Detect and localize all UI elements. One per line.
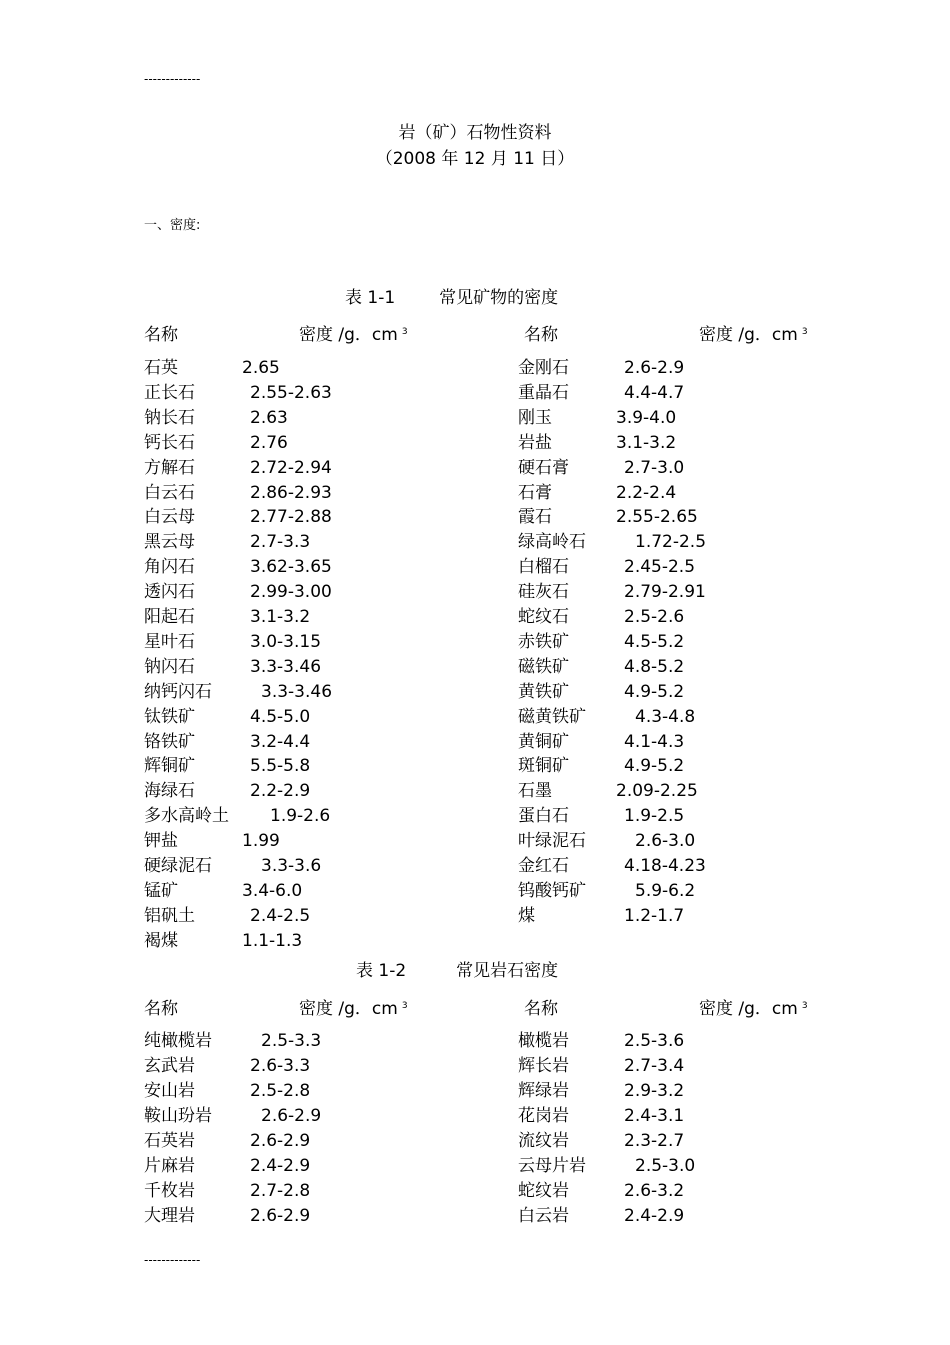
row-name: 钾盐 bbox=[144, 831, 178, 852]
table-row bbox=[144, 879, 302, 904]
row-density-value: 4.18-4.23 bbox=[624, 856, 706, 876]
row-name: 石英 bbox=[144, 358, 178, 378]
row-density-value: 2.6-2.9 bbox=[250, 1206, 311, 1226]
row-density-value: 3.3-3.6 bbox=[261, 856, 322, 876]
row-density-value: 2.63 bbox=[250, 407, 288, 428]
row-density-value: 2.6-3.0 bbox=[635, 831, 696, 852]
row-name: 纳钙闪石 bbox=[144, 681, 212, 702]
table-row bbox=[144, 406, 288, 431]
row-density-value: 5.9-6.2 bbox=[635, 880, 696, 901]
row-name: 大理岩 bbox=[144, 1206, 195, 1226]
table-row bbox=[518, 829, 695, 854]
row-density-value: 2.5-3.3 bbox=[261, 1031, 322, 1051]
density-unit-label: 密度 /g．cm bbox=[699, 999, 798, 1019]
row-density-value: 2.2-2.9 bbox=[250, 781, 311, 802]
table-row bbox=[144, 555, 332, 580]
footer-rule: ------------- bbox=[144, 1253, 201, 1267]
row-density-value: 3.1-3.2 bbox=[616, 432, 677, 453]
row-density-value: 4.1-4.3 bbox=[624, 731, 685, 752]
row-name: 锰矿 bbox=[144, 880, 178, 901]
table-row bbox=[518, 356, 684, 381]
row-name: 钛铁矿 bbox=[144, 706, 195, 727]
row-name: 刚玉 bbox=[518, 407, 552, 428]
table1-right-col-density bbox=[699, 320, 808, 345]
row-density-value: 1.9-2.5 bbox=[624, 806, 685, 827]
table-row bbox=[144, 580, 332, 605]
row-density-value: 3.0-3.15 bbox=[250, 631, 322, 652]
row-name: 白云母 bbox=[144, 507, 195, 528]
section-heading: 一、密度: bbox=[144, 218, 201, 233]
row-density-value: 2.7-3.0 bbox=[624, 457, 685, 478]
row-name: 纯橄榄岩 bbox=[144, 1031, 212, 1051]
table-row bbox=[518, 655, 684, 680]
table-row bbox=[144, 381, 332, 406]
row-name: 煤 bbox=[518, 905, 535, 926]
row-name: 千枚岩 bbox=[144, 1181, 195, 1201]
table-row bbox=[144, 1204, 310, 1229]
row-density-value: 2.5-3.0 bbox=[635, 1156, 696, 1176]
row-name: 钠长石 bbox=[144, 407, 195, 428]
row-name: 石英岩 bbox=[144, 1131, 195, 1151]
row-density-value: 2.4-2.5 bbox=[250, 905, 311, 926]
row-name: 鞍山玢岩 bbox=[144, 1106, 212, 1126]
table-row bbox=[144, 779, 310, 804]
row-density-value: 2.76 bbox=[250, 432, 288, 453]
row-name: 磁黄铁矿 bbox=[518, 706, 586, 727]
row-density-value: 2.4-2.9 bbox=[250, 1156, 311, 1176]
row-density-value: 2.99-3.00 bbox=[250, 582, 332, 603]
row-name: 石膏 bbox=[518, 482, 552, 503]
row-name: 绿高岭石 bbox=[518, 532, 586, 553]
row-density-value: 1.72-2.5 bbox=[635, 532, 707, 553]
row-density-value: 4.5-5.0 bbox=[250, 706, 311, 727]
row-name: 多水高岭土 bbox=[144, 806, 229, 827]
row-density-value: 2.6-3.3 bbox=[250, 1056, 311, 1076]
row-name: 阳起石 bbox=[144, 607, 195, 627]
table-row bbox=[144, 505, 332, 530]
row-density-value: 4.4-4.7 bbox=[624, 382, 685, 403]
row-name: 方解石 bbox=[144, 457, 195, 478]
row-name: 云母片岩 bbox=[518, 1156, 586, 1176]
row-density-value: 3.62-3.65 bbox=[250, 557, 332, 578]
row-name: 玄武岩 bbox=[144, 1056, 195, 1076]
row-density-value: 2.79-2.91 bbox=[624, 582, 706, 603]
table2-left-col-density bbox=[299, 994, 408, 1019]
table-row bbox=[144, 655, 321, 680]
row-density-value: 4.9-5.2 bbox=[624, 756, 685, 777]
row-density-value: 2.9-3.2 bbox=[624, 1081, 685, 1101]
row-density-value: 2.6-3.2 bbox=[624, 1181, 685, 1201]
row-density-value: 2.55-2.65 bbox=[616, 507, 698, 528]
row-density-value: 2.6-2.9 bbox=[624, 358, 685, 378]
table-row bbox=[518, 431, 676, 456]
row-name: 蛇纹岩 bbox=[518, 1181, 569, 1201]
table2-caption-number: 表 1-2 bbox=[356, 961, 407, 981]
table-row bbox=[518, 754, 684, 779]
density-unit-superscript: 3 bbox=[401, 1001, 408, 1011]
table-row bbox=[518, 904, 684, 929]
row-name: 硅灰石 bbox=[518, 582, 569, 603]
table2-right-col-name: 名称 bbox=[524, 999, 558, 1019]
row-name: 片麻岩 bbox=[144, 1156, 195, 1176]
row-name: 黄铁矿 bbox=[518, 681, 569, 702]
table-row bbox=[518, 406, 676, 431]
row-name: 叶绿泥石 bbox=[518, 831, 586, 852]
row-name: 褐煤 bbox=[144, 930, 178, 951]
table-row bbox=[518, 580, 706, 605]
row-name: 白云石 bbox=[144, 482, 195, 503]
table-row bbox=[518, 381, 684, 406]
row-density-value: 2.4-3.1 bbox=[624, 1106, 685, 1126]
row-name: 重晶石 bbox=[518, 382, 569, 403]
table-row bbox=[144, 356, 280, 381]
row-density-value: 2.6-2.9 bbox=[250, 1131, 311, 1151]
row-name: 硬绿泥石 bbox=[144, 856, 212, 876]
table-row bbox=[518, 680, 684, 705]
row-name: 辉绿岩 bbox=[518, 1081, 569, 1101]
row-density-value: 2.7-3.4 bbox=[624, 1056, 685, 1076]
table-row bbox=[518, 481, 676, 506]
table-row bbox=[518, 1054, 684, 1079]
table1-caption bbox=[345, 283, 558, 308]
table-row bbox=[144, 1154, 310, 1179]
row-density-value: 3.9-4.0 bbox=[616, 407, 677, 428]
row-density-value: 2.77-2.88 bbox=[250, 507, 332, 528]
row-name: 赤铁矿 bbox=[518, 631, 569, 652]
row-density-value: 2.86-2.93 bbox=[250, 482, 332, 503]
row-name: 硬石膏 bbox=[518, 457, 569, 478]
table1-left-col-density bbox=[299, 320, 408, 345]
row-name: 蛋白石 bbox=[518, 806, 569, 827]
table2-caption bbox=[356, 956, 558, 981]
table-row bbox=[144, 630, 321, 655]
table-row bbox=[144, 829, 280, 854]
row-name: 蛇纹石 bbox=[518, 607, 569, 627]
row-density-value: 1.1-1.3 bbox=[242, 930, 303, 951]
table-row bbox=[144, 1029, 321, 1054]
row-name: 岩盐 bbox=[518, 432, 552, 453]
row-density-value: 1.99 bbox=[242, 831, 280, 852]
row-density-value: 2.2-2.4 bbox=[616, 482, 677, 503]
row-name: 铝矾土 bbox=[144, 905, 195, 926]
row-density-value: 2.65 bbox=[242, 358, 280, 378]
row-density-value: 4.9-5.2 bbox=[624, 681, 685, 702]
table-row bbox=[518, 1079, 684, 1104]
table-row bbox=[144, 605, 310, 630]
table-row bbox=[518, 804, 684, 829]
table-row bbox=[518, 1129, 684, 1154]
table-row bbox=[144, 481, 332, 506]
table-row bbox=[144, 705, 310, 730]
table-row bbox=[144, 431, 288, 456]
table1-left-col-name: 名称 bbox=[144, 325, 178, 345]
row-name: 钙长石 bbox=[144, 432, 195, 453]
density-unit-label: 密度 /g．cm bbox=[299, 999, 398, 1019]
table-row bbox=[518, 605, 684, 630]
row-name: 磁铁矿 bbox=[518, 656, 569, 677]
row-name: 钠闪石 bbox=[144, 656, 195, 677]
table2-left-col-name: 名称 bbox=[144, 999, 178, 1019]
row-name: 白榴石 bbox=[518, 557, 569, 578]
row-density-value: 2.7-2.8 bbox=[250, 1181, 311, 1201]
table-row bbox=[518, 705, 695, 730]
document-title: 岩（矿）石物性资料 bbox=[398, 123, 552, 143]
row-name: 黄铜矿 bbox=[518, 731, 569, 752]
row-density-value: 3.1-3.2 bbox=[250, 607, 311, 627]
row-density-value: 2.7-3.3 bbox=[250, 532, 311, 553]
table-row bbox=[144, 1054, 310, 1079]
row-name: 斑铜矿 bbox=[518, 756, 569, 777]
table-row bbox=[518, 1029, 684, 1054]
row-name: 霞石 bbox=[518, 507, 552, 528]
table-row bbox=[144, 456, 332, 481]
row-density-value: 2.5-2.6 bbox=[624, 607, 685, 627]
table-row bbox=[144, 530, 310, 555]
table-row bbox=[144, 680, 332, 705]
table1-caption-number: 表 1-1 bbox=[345, 288, 396, 308]
table-row bbox=[144, 854, 321, 879]
row-name: 正长石 bbox=[144, 382, 195, 403]
row-density-value: 2.5-3.6 bbox=[624, 1031, 685, 1051]
row-density-value: 3.3-3.46 bbox=[261, 681, 333, 702]
row-density-value: 2.4-2.9 bbox=[624, 1206, 685, 1226]
row-density-value: 1.9-2.6 bbox=[270, 806, 331, 827]
table-row bbox=[144, 804, 330, 829]
table-row bbox=[144, 754, 310, 779]
row-name: 钨酸钙矿 bbox=[518, 880, 586, 901]
row-name: 花岗岩 bbox=[518, 1106, 569, 1126]
row-density-value: 2.09-2.25 bbox=[616, 781, 698, 802]
table-row bbox=[518, 555, 695, 580]
table2-caption-title: 常见岩石密度 bbox=[456, 961, 559, 981]
table1-caption-title: 常见矿物的密度 bbox=[439, 288, 559, 308]
table-row bbox=[518, 879, 695, 904]
row-density-value: 3.2-4.4 bbox=[250, 731, 311, 752]
row-name: 辉长岩 bbox=[518, 1056, 569, 1076]
table-row bbox=[144, 1129, 310, 1154]
row-density-value: 2.55-2.63 bbox=[250, 382, 332, 403]
density-unit-label: 密度 /g．cm bbox=[299, 325, 398, 345]
table-row bbox=[518, 630, 684, 655]
row-density-value: 2.3-2.7 bbox=[624, 1131, 685, 1151]
table-row bbox=[144, 1104, 321, 1129]
row-density-value: 4.5-5.2 bbox=[624, 631, 685, 652]
table-row bbox=[518, 1179, 684, 1204]
table-row bbox=[144, 1079, 310, 1104]
document-date: （2008 年 12 月 11 日） bbox=[375, 149, 575, 169]
row-density-value: 2.5-2.8 bbox=[250, 1081, 311, 1101]
row-density-value: 5.5-5.8 bbox=[250, 756, 311, 777]
row-name: 金刚石 bbox=[518, 358, 569, 378]
row-density-value: 2.72-2.94 bbox=[250, 457, 332, 478]
table2-right-col-density bbox=[699, 994, 808, 1019]
row-name: 橄榄岩 bbox=[518, 1031, 569, 1051]
row-density-value: 2.6-2.9 bbox=[261, 1106, 322, 1126]
row-density-value: 4.8-5.2 bbox=[624, 656, 685, 677]
row-name: 流纹岩 bbox=[518, 1131, 569, 1151]
row-density-value: 2.45-2.5 bbox=[624, 557, 696, 578]
row-name: 金红石 bbox=[518, 856, 569, 876]
row-name: 辉铜矿 bbox=[144, 756, 195, 777]
table-row bbox=[518, 730, 684, 755]
row-density-value: 1.2-1.7 bbox=[624, 905, 685, 926]
row-name: 透闪石 bbox=[144, 582, 195, 603]
table-row bbox=[144, 904, 310, 929]
row-name: 黑云母 bbox=[144, 532, 195, 553]
table-row bbox=[518, 505, 698, 530]
table-row bbox=[518, 530, 706, 555]
table-row bbox=[518, 456, 684, 481]
row-name: 铬铁矿 bbox=[144, 731, 195, 752]
row-name: 海绿石 bbox=[144, 781, 195, 802]
row-name: 石墨 bbox=[518, 781, 552, 802]
table-row bbox=[518, 1204, 684, 1229]
density-unit-label: 密度 /g．cm bbox=[699, 325, 798, 345]
row-name: 角闪石 bbox=[144, 557, 195, 578]
row-density-value: 3.3-3.46 bbox=[250, 656, 322, 677]
row-name: 安山岩 bbox=[144, 1081, 195, 1101]
density-unit-superscript: 3 bbox=[401, 327, 408, 337]
row-name: 白云岩 bbox=[518, 1206, 569, 1226]
density-unit-superscript: 3 bbox=[801, 327, 808, 337]
table-row bbox=[144, 929, 302, 954]
table-row bbox=[144, 730, 310, 755]
table-row bbox=[518, 1154, 695, 1179]
table-row bbox=[144, 1179, 310, 1204]
table-row bbox=[518, 779, 698, 804]
density-unit-superscript: 3 bbox=[801, 1001, 808, 1011]
header-rule: ------------- bbox=[144, 72, 201, 86]
table-row bbox=[518, 1104, 684, 1129]
table1-right-col-name: 名称 bbox=[524, 325, 558, 345]
row-name: 星叶石 bbox=[144, 631, 195, 652]
row-density-value: 4.3-4.8 bbox=[635, 706, 696, 727]
table-row bbox=[518, 854, 706, 879]
row-density-value: 3.4-6.0 bbox=[242, 880, 303, 901]
